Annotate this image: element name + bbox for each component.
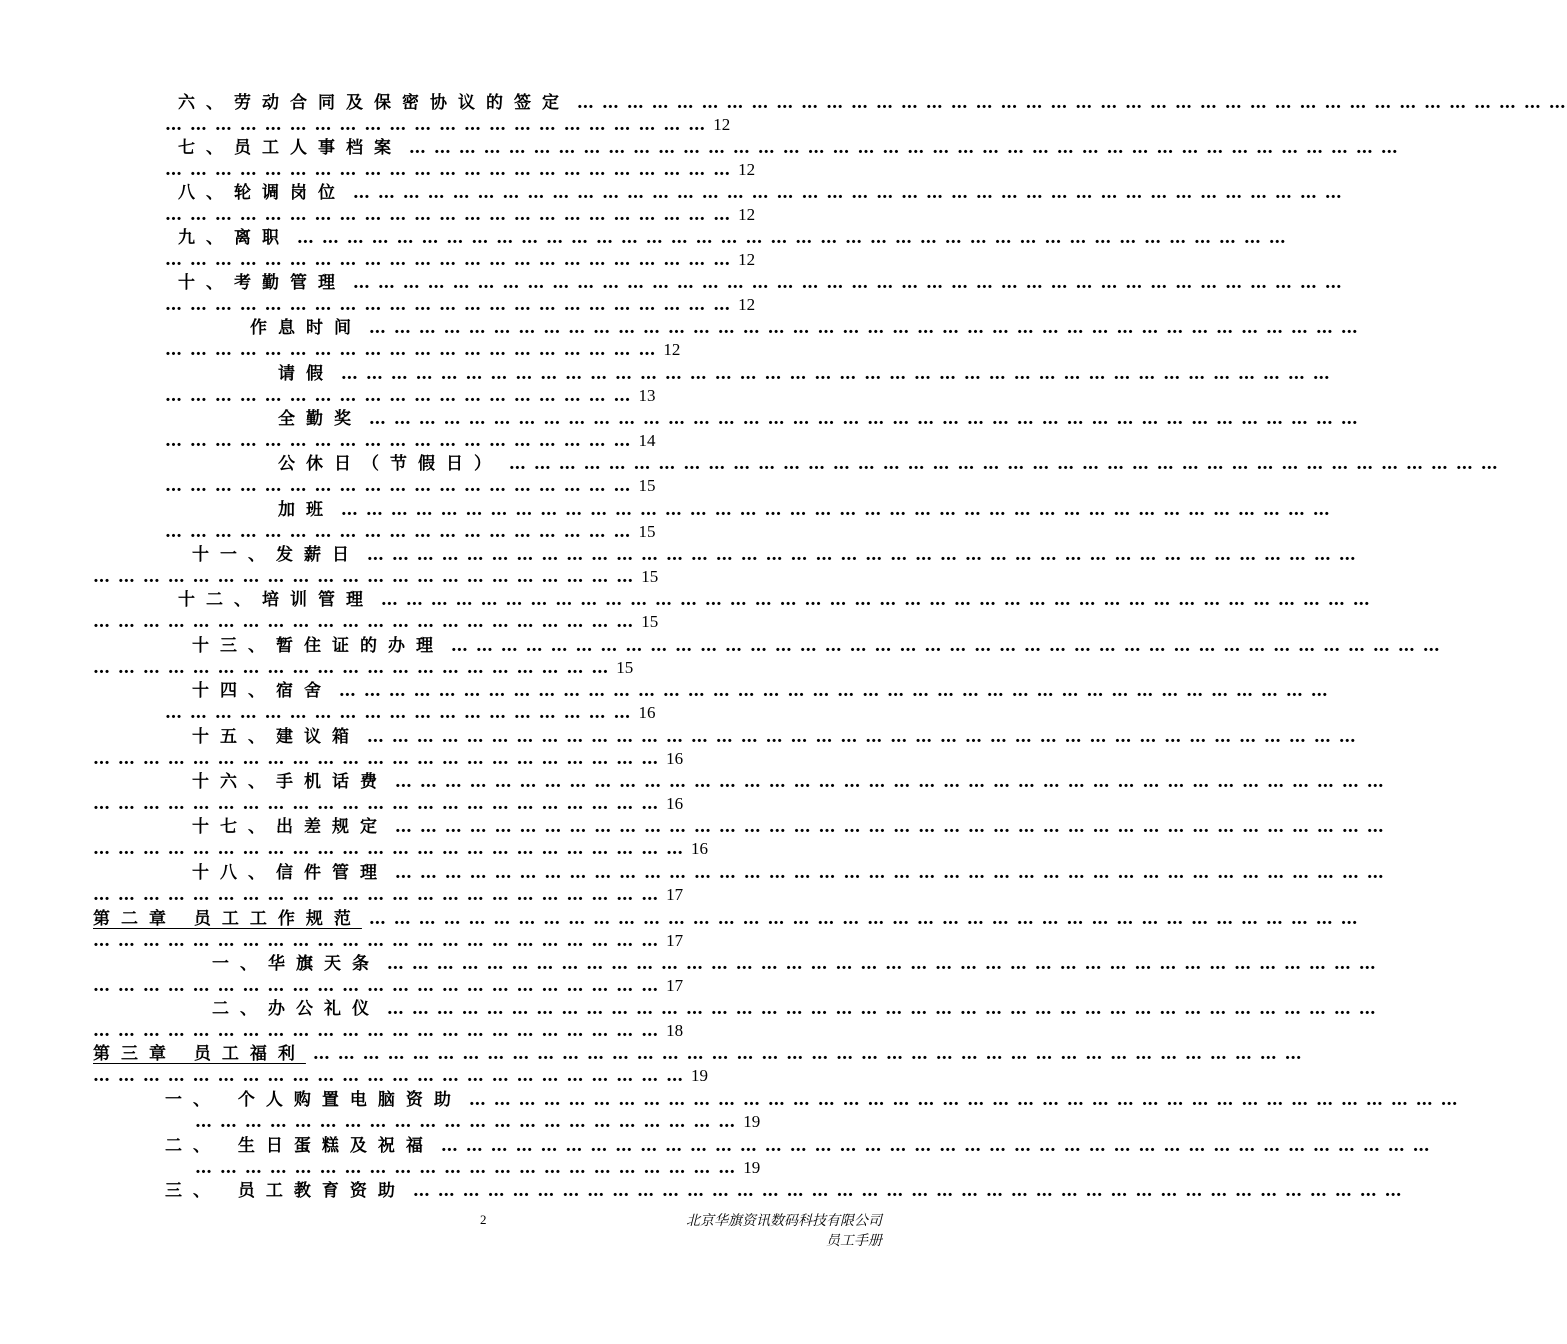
toc-page-number: 15: [616, 658, 634, 677]
toc-entry[interactable]: [0, 999, 1377, 1045]
toc-page-number: 16: [666, 749, 684, 768]
toc-entry-title: 六、劳动合同及保密协议的签定: [178, 93, 570, 113]
dot-leader: … … … … … … … … … … … … … … … … … … … … … … … … … … … … … … … … … … … … … … … …: [346, 183, 1343, 203]
toc-entry-title: 十一、发薪日: [192, 545, 360, 565]
toc-entry[interactable]: [0, 318, 1359, 364]
toc-entry-continuation: [165, 476, 655, 496]
toc-entry-title: 十八、信件管理: [192, 863, 388, 883]
dot-leader: … … … … … … … … … … … … … … … … … … …: [165, 386, 639, 406]
toc-entry-title: 全勤奖: [278, 409, 362, 429]
toc-entry[interactable]: [0, 93, 1567, 139]
toc-entry[interactable]: [0, 454, 1499, 500]
toc-entry-line: [278, 454, 1499, 474]
footer-company-block: [686, 1212, 882, 1252]
toc-page-number: 17: [666, 885, 684, 904]
toc-entry-continuation: [165, 160, 755, 180]
dot-leader: … … … … … … … … … … … … … … … … … … … … … … … … … … … … … … … … … … … … … … … …: [362, 318, 1359, 338]
toc-entry-title: 八、轮调岗位: [178, 183, 346, 203]
toc-page-number: 12: [738, 205, 756, 224]
toc-entry-title: 第二章 员工工作规范: [93, 909, 362, 929]
toc-entry[interactable]: [0, 590, 1371, 636]
toc-entry[interactable]: [0, 817, 1385, 863]
dot-leader: … … … … … … … … … … … … … … … … … … … … … … … … … … … … … … … … … … … … … … … …: [305, 1044, 1303, 1064]
dot-leader: … … … … … … … … … … … … … … … … … … … … … … …: [93, 749, 667, 769]
dot-leader: … … … … … … … … … … … … … … … … … … … … … … … …: [93, 1066, 692, 1086]
dot-leader: … … … … … … … … … … … … … … … … … … …: [165, 522, 639, 542]
toc-entry-line: [212, 999, 1377, 1019]
toc-entry-continuation: [195, 1112, 760, 1132]
dot-leader: … … … … … … … … … … … … … … … … … … … … … … … … … … … … … … … … … … … … … … … …: [361, 909, 1359, 929]
toc-entry-line: [278, 500, 1331, 520]
toc-entry[interactable]: [0, 364, 1331, 410]
toc-entry-continuation: [93, 976, 683, 996]
toc-entry-line: [192, 727, 1357, 747]
dot-leader: … … … … … … … … … … … … … … … … … … … … … … … … … … … … … … … … … … … … … … … …: [444, 636, 1441, 656]
toc-entry-title: 作息时间: [250, 318, 362, 338]
toc-entry-continuation: [165, 205, 755, 225]
toc-page-number: 16: [638, 703, 656, 722]
toc-entry-line: [192, 817, 1385, 837]
dot-leader: … … … … … … … … … … … … … … … … … … … … … … … … … … … … … … … … … … … … … … … …: [332, 681, 1329, 701]
toc-entry-continuation: [93, 1021, 683, 1041]
dot-leader: … … … … … … … … … … … … … … … … … … …: [165, 431, 639, 451]
toc-entry-title: 三、 员工教育资助: [165, 1181, 406, 1201]
toc-entry-continuation: [165, 431, 655, 451]
toc-page-number: 18: [666, 1021, 684, 1040]
dot-leader: … … … … … … … … … … … … … … … … … … … … … … … … … … … … … … … … … … … … … … … …: [433, 1136, 1431, 1156]
toc-page-number: 16: [691, 839, 709, 858]
toc-entry-continuation: [93, 885, 683, 905]
toc-entry-continuation: [93, 839, 708, 859]
dot-leader: … … … … … … … … … … … … … … … … … … … … … … … … … … … … … … … … … … … … … … … …: [388, 772, 1385, 792]
toc-entry[interactable]: [0, 138, 1399, 184]
toc-entry-continuation: [165, 522, 655, 542]
dot-leader: … … … … … … … … … … … … … … … … … … … … … … … … … … … … … … … … … … … … … … … …: [461, 1090, 1459, 1110]
dot-leader: … … … … … … … … … … … … … … … … … … … … … …: [165, 115, 714, 135]
dot-leader: … … … … … … … … … … … … … … … … … … … … … … … … … … … … … … … … … … … … … … … …: [405, 1181, 1403, 1201]
dot-leader: … … … … … … … … … … … … … … … … … … … … … … … … … … … … … … … … … … … … … … … …: [360, 545, 1357, 565]
toc-entry-line: [278, 409, 1359, 429]
dot-leader: … … … … … … … … … … … … … … … … … … … … … … … … … … … … … … … … … … … … … … … …: [388, 817, 1385, 837]
toc-entry[interactable]: [0, 228, 1287, 274]
dot-leader: … … … … … … … … … … … … … … … … … … … … … …: [195, 1112, 744, 1132]
toc-entry-line: [178, 138, 1399, 158]
toc-page-number: 12: [738, 160, 756, 179]
toc-entry-title: 请假: [278, 364, 334, 384]
dot-leader: … … … … … … … … … … … … … … … … … … … … … … … … … … … … … … … … … … … … … … … …: [502, 454, 1499, 474]
toc-entry-line: [192, 636, 1441, 656]
toc-page-number: 19: [743, 1112, 761, 1131]
toc-entry-line: [250, 318, 1359, 338]
toc-entry[interactable]: [0, 909, 1359, 955]
toc-entry-line: [93, 1044, 1303, 1064]
dot-leader: … … … … … … … … … … … … … … … … … … … … … … … … … … … … … … … … … … … … … … … …: [362, 409, 1359, 429]
dot-leader: … … … … … … … … … … … … … … … … … … … … …: [93, 658, 617, 678]
toc-entry[interactable]: [0, 545, 1357, 591]
toc-entry-continuation: [93, 567, 658, 587]
toc-entry[interactable]: [0, 863, 1385, 909]
toc-entry-line: [178, 228, 1287, 248]
dot-leader: … … … … … … … … … … … … … … … … … … … … … … … … … … … … … … … … … … … … … … … …: [570, 93, 1567, 113]
dot-leader: … … … … … … … … … … … … … … … … … … … … … … …: [165, 160, 739, 180]
toc-page-number: 17: [666, 931, 684, 950]
toc-entry[interactable]: [0, 636, 1441, 682]
dot-leader: … … … … … … … … … … … … … … … … … … … … … … …: [93, 976, 667, 996]
toc-entry-continuation: [93, 612, 658, 632]
toc-entry[interactable]: [0, 183, 1343, 229]
toc-entry[interactable]: [0, 1090, 1459, 1136]
footer-page-number: 2: [480, 1212, 487, 1227]
toc-entry-title: 二、办公礼仪: [212, 999, 380, 1019]
toc-entry[interactable]: [0, 954, 1377, 1000]
toc-entry-line: [93, 909, 1359, 929]
dot-leader: … … … … … … … … … … … … … … … … … … … … … …: [93, 567, 642, 587]
toc-entry-title: 一、 个人购置电脑资助: [165, 1090, 462, 1110]
dot-leader: … … … … … … … … … … … … … … … … … … … … … … …: [165, 295, 739, 315]
toc-entry-continuation: [93, 931, 683, 951]
toc-entry-line: [165, 1090, 1459, 1110]
toc-entry-line: [278, 364, 1331, 384]
toc-entry-line: [178, 93, 1567, 113]
toc-entry-line: [192, 681, 1329, 701]
toc-page-number: 12: [738, 250, 756, 269]
toc-entry-continuation: [165, 115, 730, 135]
toc-entry[interactable]: [0, 681, 1329, 727]
toc-entry-title: 第三章 员工福利: [93, 1044, 306, 1064]
toc-entry-continuation: [165, 295, 755, 315]
toc-entry-continuation: [165, 386, 655, 406]
toc-entry-line: [192, 863, 1385, 883]
toc-entry-title: 七、员工人事档案: [178, 138, 402, 158]
dot-leader: … … … … … … … … … … … … … … … … … … … … … … …: [93, 794, 667, 814]
toc-entry-line: [178, 273, 1343, 293]
toc-entry-continuation: [93, 658, 633, 678]
dot-leader: … … … … … … … … … … … … … … … … … … … … … … … … … … … … … … … … … … … … … … … …: [380, 999, 1377, 1019]
toc-page-number: 15: [638, 476, 656, 495]
toc-entry-continuation: [165, 703, 655, 723]
toc-page-number: 15: [641, 612, 659, 631]
dot-leader: … … … … … … … … … … … … … … … … … … … … … … …: [165, 205, 739, 225]
toc-entry[interactable]: [0, 1136, 1431, 1182]
toc-entry-continuation: [93, 749, 683, 769]
toc-page-number: 13: [638, 386, 656, 405]
dot-leader: … … … … … … … … … … … … … … … … … … … … … … … … … … … … … … … … … … … … … … … …: [380, 954, 1377, 974]
toc-entry-line: [165, 1181, 1403, 1201]
toc-entry-title: 二、 生日蛋糕及祝福: [165, 1136, 434, 1156]
toc-page-number: 19: [743, 1158, 761, 1177]
dot-leader: … … … … … … … … … … … … … … … … … … … … … …: [93, 612, 642, 632]
toc-entry-line: [192, 545, 1357, 565]
toc-page-number: 14: [638, 431, 656, 450]
toc-entry-line: [178, 590, 1371, 610]
toc-entry-title: 十、考勤管理: [178, 273, 346, 293]
dot-leader: … … … … … … … … … … … … … … … … … … … … … … … … … … … … … … … … … … … … … … … …: [334, 500, 1331, 520]
dot-leader: … … … … … … … … … … … … … … … … … … …: [165, 703, 639, 723]
toc-entry-continuation: [93, 794, 683, 814]
dot-leader: … … … … … … … … … … … … … … … … … … … … … … … … … … … … … … … … … … … … … … … …: [388, 863, 1385, 883]
toc-entry-title: 九、离职: [178, 228, 290, 248]
toc-entry-title: 一、华旗天条: [212, 954, 380, 974]
dot-leader: … … … … … … … … … … … … … … … … … … … … … … … … … … … … … … … … … … … … … … … …: [346, 273, 1343, 293]
toc-entry-title: 十三、暂住证的办理: [192, 636, 444, 656]
toc-entry-title: 加班: [278, 500, 334, 520]
toc-entry[interactable]: [0, 1044, 1303, 1090]
dot-leader: … … … … … … … … … … … … … … … … … … …: [165, 476, 639, 496]
toc-page-number: 12: [738, 295, 756, 314]
toc-entry-continuation: [165, 340, 680, 360]
toc-entry[interactable]: [0, 772, 1385, 818]
dot-leader: … … … … … … … … … … … … … … … … … … … … … … … … … … … … … … … … … … … … … … … …: [402, 138, 1399, 158]
toc-entry[interactable]: [0, 409, 1359, 455]
footer-doc-title: 员工手册: [826, 1234, 882, 1249]
toc-entry-continuation: [165, 250, 755, 270]
toc-entry-title: 十五、建议箱: [192, 727, 360, 747]
dot-leader: … … … … … … … … … … … … … … … … … … … … … …: [195, 1158, 744, 1178]
toc-page-number: 17: [666, 976, 684, 995]
dot-leader: … … … … … … … … … … … … … … … … … … … … … … … … … … … … … … … … … … … … … … … …: [334, 364, 1331, 384]
dot-leader: … … … … … … … … … … … … … … … … … … … … … … …: [93, 1021, 667, 1041]
dot-leader: … … … … … … … … … … … … … … … … … … … … … … …: [93, 885, 667, 905]
toc-entry-line: [178, 183, 1343, 203]
toc-entry-line: [192, 772, 1385, 792]
toc-entry-title: 公休日（节假日）: [278, 454, 502, 474]
dot-leader: … … … … … … … … … … … … … … … … … … … … … … …: [93, 931, 667, 951]
toc-entry-line: [212, 954, 1377, 974]
dot-leader: … … … … … … … … … … … … … … … … … … … … … … … …: [93, 839, 692, 859]
toc-page-number: 12: [663, 340, 681, 359]
toc-page-number: 16: [666, 794, 684, 813]
toc-page-number: 19: [691, 1066, 709, 1085]
dot-leader: … … … … … … … … … … … … … … … … … … … … … … … … … … … … … … … … … … … … … … … …: [290, 228, 1287, 248]
toc-entry[interactable]: [0, 500, 1331, 546]
toc-page-number: 15: [641, 567, 659, 586]
toc-entry-title: 十六、手机话费: [192, 772, 388, 792]
dot-leader: … … … … … … … … … … … … … … … … … … … … … … … … … … … … … … … … … … … … … … … …: [360, 727, 1357, 747]
footer-company-name: 北京华旗资讯数码科技有限公司: [686, 1214, 882, 1229]
toc-entry-title: 十七、出差规定: [192, 817, 388, 837]
toc-entry-continuation: [93, 1066, 708, 1086]
toc-page-number: 12: [713, 115, 731, 134]
dot-leader: … … … … … … … … … … … … … … … … … … … … … … … … … … … … … … … … … … … … … … … …: [374, 590, 1371, 610]
toc-entry-title: 十二、培训管理: [178, 590, 374, 610]
toc-entry-title: 十四、宿舍: [192, 681, 332, 701]
toc-page-number: 15: [638, 522, 656, 541]
toc-entry[interactable]: [0, 727, 1357, 773]
toc-entry-line: [165, 1136, 1431, 1156]
dot-leader: … … … … … … … … … … … … … … … … … … … … … … …: [165, 250, 739, 270]
dot-leader: … … … … … … … … … … … … … … … … … … … …: [165, 340, 664, 360]
toc-entry-continuation: [195, 1158, 760, 1178]
toc-entry[interactable]: [0, 273, 1343, 319]
